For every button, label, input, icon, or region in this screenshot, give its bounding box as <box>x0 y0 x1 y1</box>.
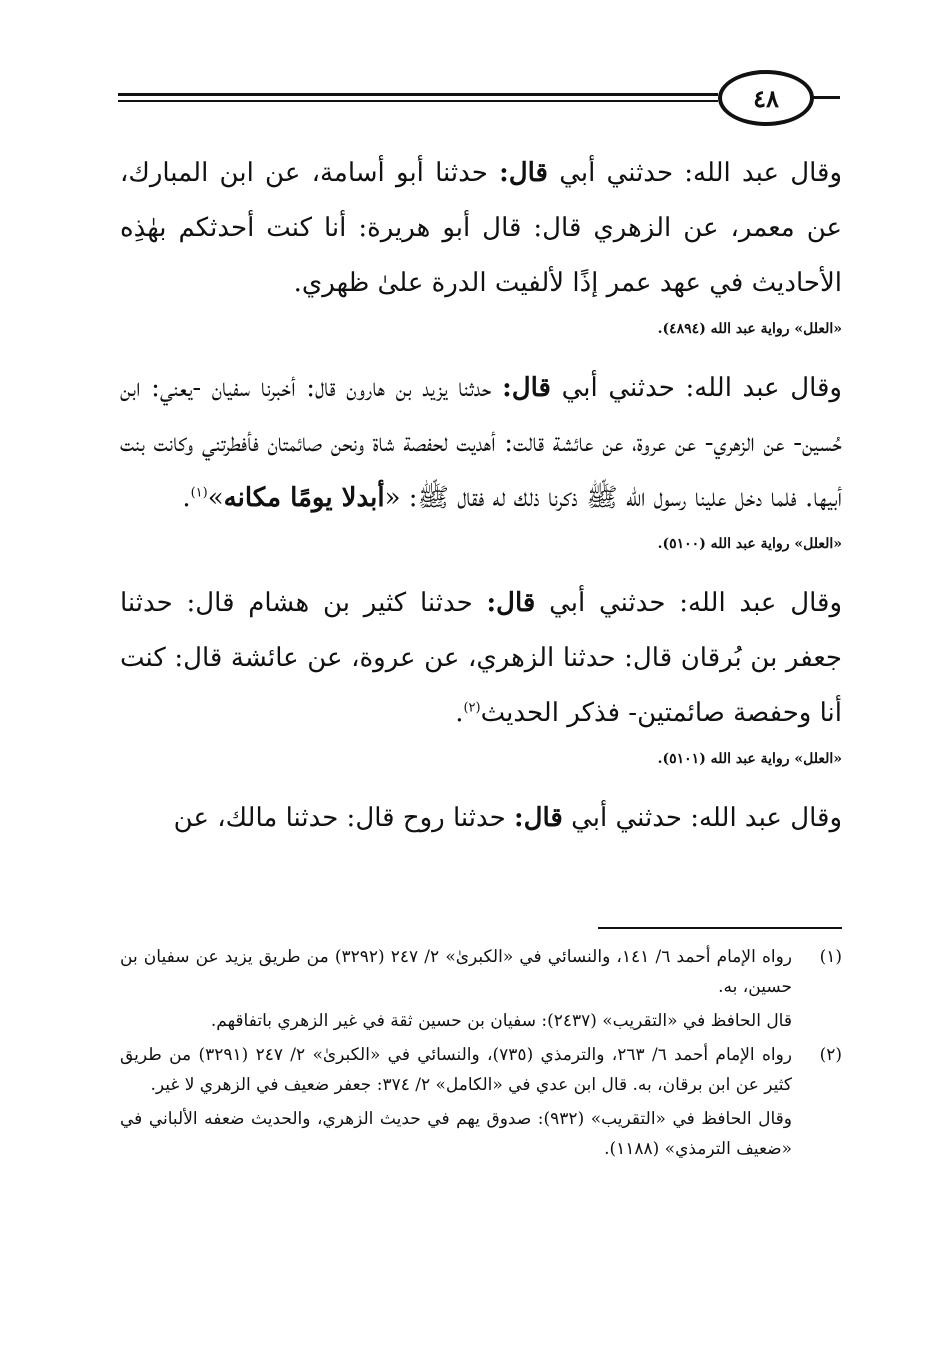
narration-block-2 <box>120 361 842 554</box>
footnotes <box>120 942 842 1168</box>
quote-close: » <box>207 483 224 513</box>
hadith-quote: أبدلا يومًا مكانه <box>223 483 385 513</box>
source-citation: «العلل» رواية عبد الله (٥١٠١). <box>657 751 842 767</box>
footnote-ref-2[interactable]: (٢) <box>463 700 481 716</box>
narration-block-4 <box>120 791 842 846</box>
footnote-number: (١) <box>819 947 842 967</box>
narration-qal: قال: <box>513 803 563 833</box>
narration-intro: وقال عبد الله: حدثني أبي <box>562 803 842 833</box>
footnote-2 <box>120 1040 842 1168</box>
narration-block-1 <box>120 146 842 339</box>
narration-end: . <box>455 698 464 728</box>
footnote-text: رواه الإمام أحمد ٦/ ٢٦٣، والترمذي (٧٣٥)، والنسائي في «الكبرىٰ» ٢/ ٢٤٧ (٣٢٩١) من طريق كثير عن ابن برقان، به. قال ابن عدي في «الكامل» ٢/ ٣٧٤: جعفر ضعيف في الزهري لا غير. <box>120 1045 792 1095</box>
footnote-body <box>120 1040 792 1168</box>
header-rule-top <box>118 93 718 96</box>
narration-body: حدثنا كثير بن هشام قال: حدثنا جعفر بن بُرقان قال: حدثنا الزهري، عن عروة، عن عائشة قال: كنت أنا وحفصة صائمتين- فذكر الحديث <box>120 588 842 728</box>
footnote-ref-1[interactable]: (١) <box>190 485 208 501</box>
narration-qal: قال: <box>502 373 551 403</box>
narration-qal: قال: <box>486 588 536 618</box>
header-rule-bottom <box>118 100 718 102</box>
main-text <box>120 146 842 846</box>
narration-text <box>120 146 842 311</box>
source-citation: «العلل» رواية عبد الله (٥١٠٠). <box>657 536 842 552</box>
footnote-separator <box>598 927 842 929</box>
narration-body: حدثنا روح قال: حدثنا مالك، عن <box>173 803 514 833</box>
narration-body: حدثنا يزيد بن هارون قال: أخبرنا سفيان -يعني: ابن حُسين- عن الزهري- عن عروة، عن عائشة قالت: أهديت لحفصة شاة ونحن صائمتان فأفطرتني وكانت بنت أبيها. فلما دخل علينا رسول الله ﷺ ذكرنا ذلك له فقال ﷺ: « <box>120 373 842 513</box>
source-citation: «العلل» رواية عبد الله (٤٨٩٤). <box>657 321 842 337</box>
narration-text <box>120 361 842 526</box>
narration-text <box>120 791 842 846</box>
narration-intro: وقال عبد الله: حدثني أبي <box>550 373 842 403</box>
narration-text <box>120 576 842 741</box>
page-number: ٤٨ <box>718 70 814 126</box>
footnote-number: (٢) <box>819 1045 842 1065</box>
narration-qal: قال: <box>499 158 548 188</box>
footnote-text: رواه الإمام أحمد ٦/ ١٤١، والنسائي في «الكبرىٰ» ٢/ ٢٤٧ (٣٢٩٢) من طريق يزيد عن سفيان بن حسين، به. <box>120 947 792 997</box>
narration-intro: وقال عبد الله: حدثني أبي <box>535 588 843 618</box>
footnote-text: قال الحافظ في «التقريب» (٢٤٣٧): سفيان بن حسين ثقة في غير الزهري باتفاقهم. <box>210 1011 792 1031</box>
narration-end: . <box>182 483 191 513</box>
footnote-text: وقال الحافظ في «التقريب» (٩٣٢): صدوق يهم في حديث الزهري، والحديث ضعفه الألباني في «ضعيف الترمذي» (١١٨٨). <box>120 1109 792 1159</box>
narration-intro: وقال عبد الله: حدثني أبي <box>547 158 842 188</box>
footnote-1 <box>120 942 842 1040</box>
narration-block-3 <box>120 576 842 769</box>
footnote-body <box>120 942 792 1040</box>
header-rule-tail <box>810 96 840 99</box>
narration-body: حدثنا أبو أسامة، عن ابن المبارك، عن معمر، عن الزهري قال: قال أبو هريرة: أنا كنت أحدثكم بهٰذِه الأحاديث في عهد عمر إذًا لألفيت الدرة علىٰ ظهري. <box>120 158 842 298</box>
